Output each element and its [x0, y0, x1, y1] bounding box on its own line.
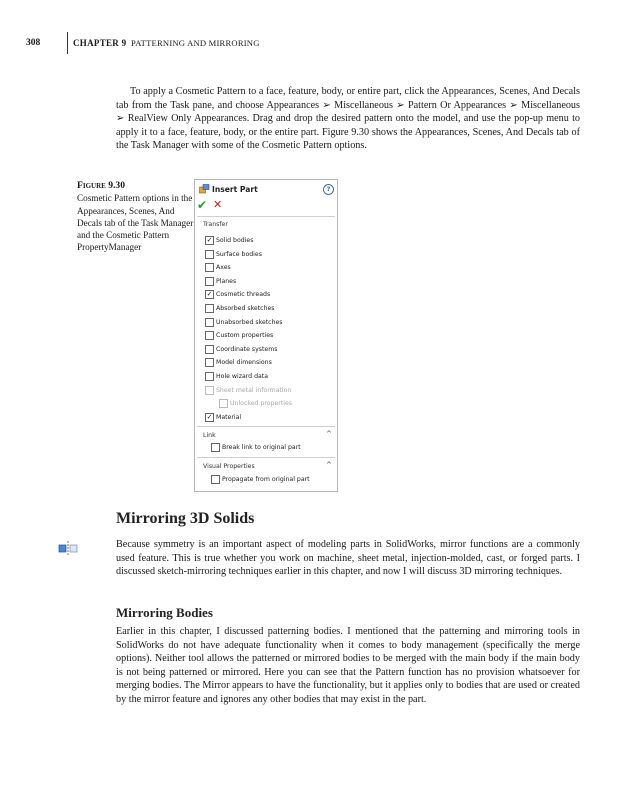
subsection-title: Mirroring Bodies [116, 605, 213, 620]
transfer-checkbox [219, 399, 228, 408]
transfer-item-label: Custom properties [216, 332, 274, 340]
transfer-checkbox[interactable] [205, 372, 214, 381]
subsection-paragraph: Earlier in this chapter, I discussed patterning bodies. I mentioned that the patterning and mirroring tools in SolidWorks do not have adequate functionality when it comes to body management (specifically the merge options). Neither tool allows the patterned or mirrored bodies to be merged with the main body if the main body is not being patterned or mirrored. Here you can see that the Pattern function has no provision whatsoever for merging bodies. The Mirror appears to have the functionality, but it applies only to bodies that are used or created by the mirror feature and ignores any other bodies that may exist in the part. [116, 626, 580, 705]
section-divider [197, 457, 335, 458]
transfer-item-label: Absorbed sketches [216, 305, 275, 312]
visual-properties-section-label: Visual Properties [203, 463, 255, 470]
cancel-button[interactable]: ✕ [213, 198, 223, 211]
collapse-chevron-icon[interactable]: ^ [326, 461, 332, 469]
transfer-checkbox[interactable] [205, 250, 214, 259]
transfer-item-label: Model dimensions [216, 359, 272, 367]
transfer-item-label: Unlocked properties [230, 400, 292, 408]
transfer-item-label: Unabsorbed sketches [216, 318, 283, 326]
transfer-item-label: Sheet metal information [216, 386, 292, 394]
transfer-item-label: Axes [216, 264, 231, 272]
collapse-chevron-icon[interactable]: ^ [326, 430, 332, 438]
figure-label: Figure 9.30 [77, 180, 125, 191]
transfer-item-label: Cosmetic threads [216, 291, 271, 299]
propagate-checkbox[interactable] [211, 475, 220, 484]
ok-button[interactable]: ✔ [197, 198, 208, 212]
break-link-checkbox[interactable] [211, 443, 220, 452]
transfer-checkbox[interactable] [205, 318, 214, 327]
chapter-label: CHAPTER 9 [73, 38, 127, 48]
transfer-checkbox[interactable] [205, 331, 214, 340]
transfer-checkbox[interactable] [205, 277, 214, 286]
chapter-title: PATTERNING AND MIRRORING [131, 38, 260, 48]
transfer-item-label: Planes [216, 277, 237, 285]
page-number: 308 [26, 38, 41, 48]
transfer-checkbox[interactable] [205, 358, 214, 367]
transfer-checkbox[interactable]: ✓ [206, 412, 213, 421]
insert-part-icon [199, 184, 210, 194]
transfer-item-label: Solid bodies [216, 237, 254, 244]
transfer-checkbox[interactable]: ✓ [206, 236, 213, 244]
section-paragraph: Because symmetry is an important aspect of modeling parts in SolidWorks, mirror functions are a commonly used feature. This is true whether you work on machine, sheet metal, injection-molded, cast, or forged parts. I discussed sketch-mirroring techniques earlier in this chapter, and now I will discuss 3D mirroring techniques. [116, 539, 580, 577]
section-title: Mirroring 3D Solids [116, 510, 255, 527]
transfer-item-label: Coordinate systems [216, 345, 278, 353]
transfer-checkbox[interactable] [205, 345, 214, 354]
section-divider [197, 216, 335, 217]
insert-part-panel [194, 179, 338, 492]
link-section-label: Link [203, 432, 216, 439]
transfer-item-label: Surface bodies [216, 250, 262, 258]
transfer-section-label: Transfer [203, 221, 228, 228]
figure-caption-text: Cosmetic Pattern options in the Appearances, Scenes, And Decals tab of the Task Manager and the Cosmetic Pattern PropertyManager [77, 193, 194, 253]
break-link-label: Break link to original part [222, 444, 301, 451]
intro-paragraph: To apply a Cosmetic Pattern to a face, feature, body, or entire part, click the Appearances, Scenes, And Decals tab from the Task pane, and choose Appearances ➢ Miscellaneous ➢ Pattern Or Appearances ➢ Miscellaneous ➢ RealView Only Appearances. Drag and drop the desired pattern onto the model, and use the pop-up menu to apply it to a face, feature, body, or the entire part. Figure 9.30 shows the Appearances, Scenes, And Decals tab of the Task Manager with some of the Cosmetic Pattern options. [116, 86, 580, 151]
transfer-checkbox[interactable]: ✓ [206, 290, 213, 299]
transfer-checkbox[interactable] [205, 263, 214, 272]
transfer-checkbox[interactable] [205, 304, 214, 313]
mirror-feature-icon [58, 540, 78, 556]
propagate-label: Propagate from original part [222, 476, 310, 483]
transfer-item-label: Material [216, 413, 242, 421]
figure-caption [77, 180, 195, 254]
transfer-item-label: Hole wizard data [216, 373, 269, 380]
transfer-checkbox [205, 386, 214, 395]
header-divider [67, 32, 68, 54]
panel-title: Insert Part [212, 185, 258, 194]
help-icon[interactable]: ? [323, 184, 334, 195]
section-divider [197, 426, 335, 427]
